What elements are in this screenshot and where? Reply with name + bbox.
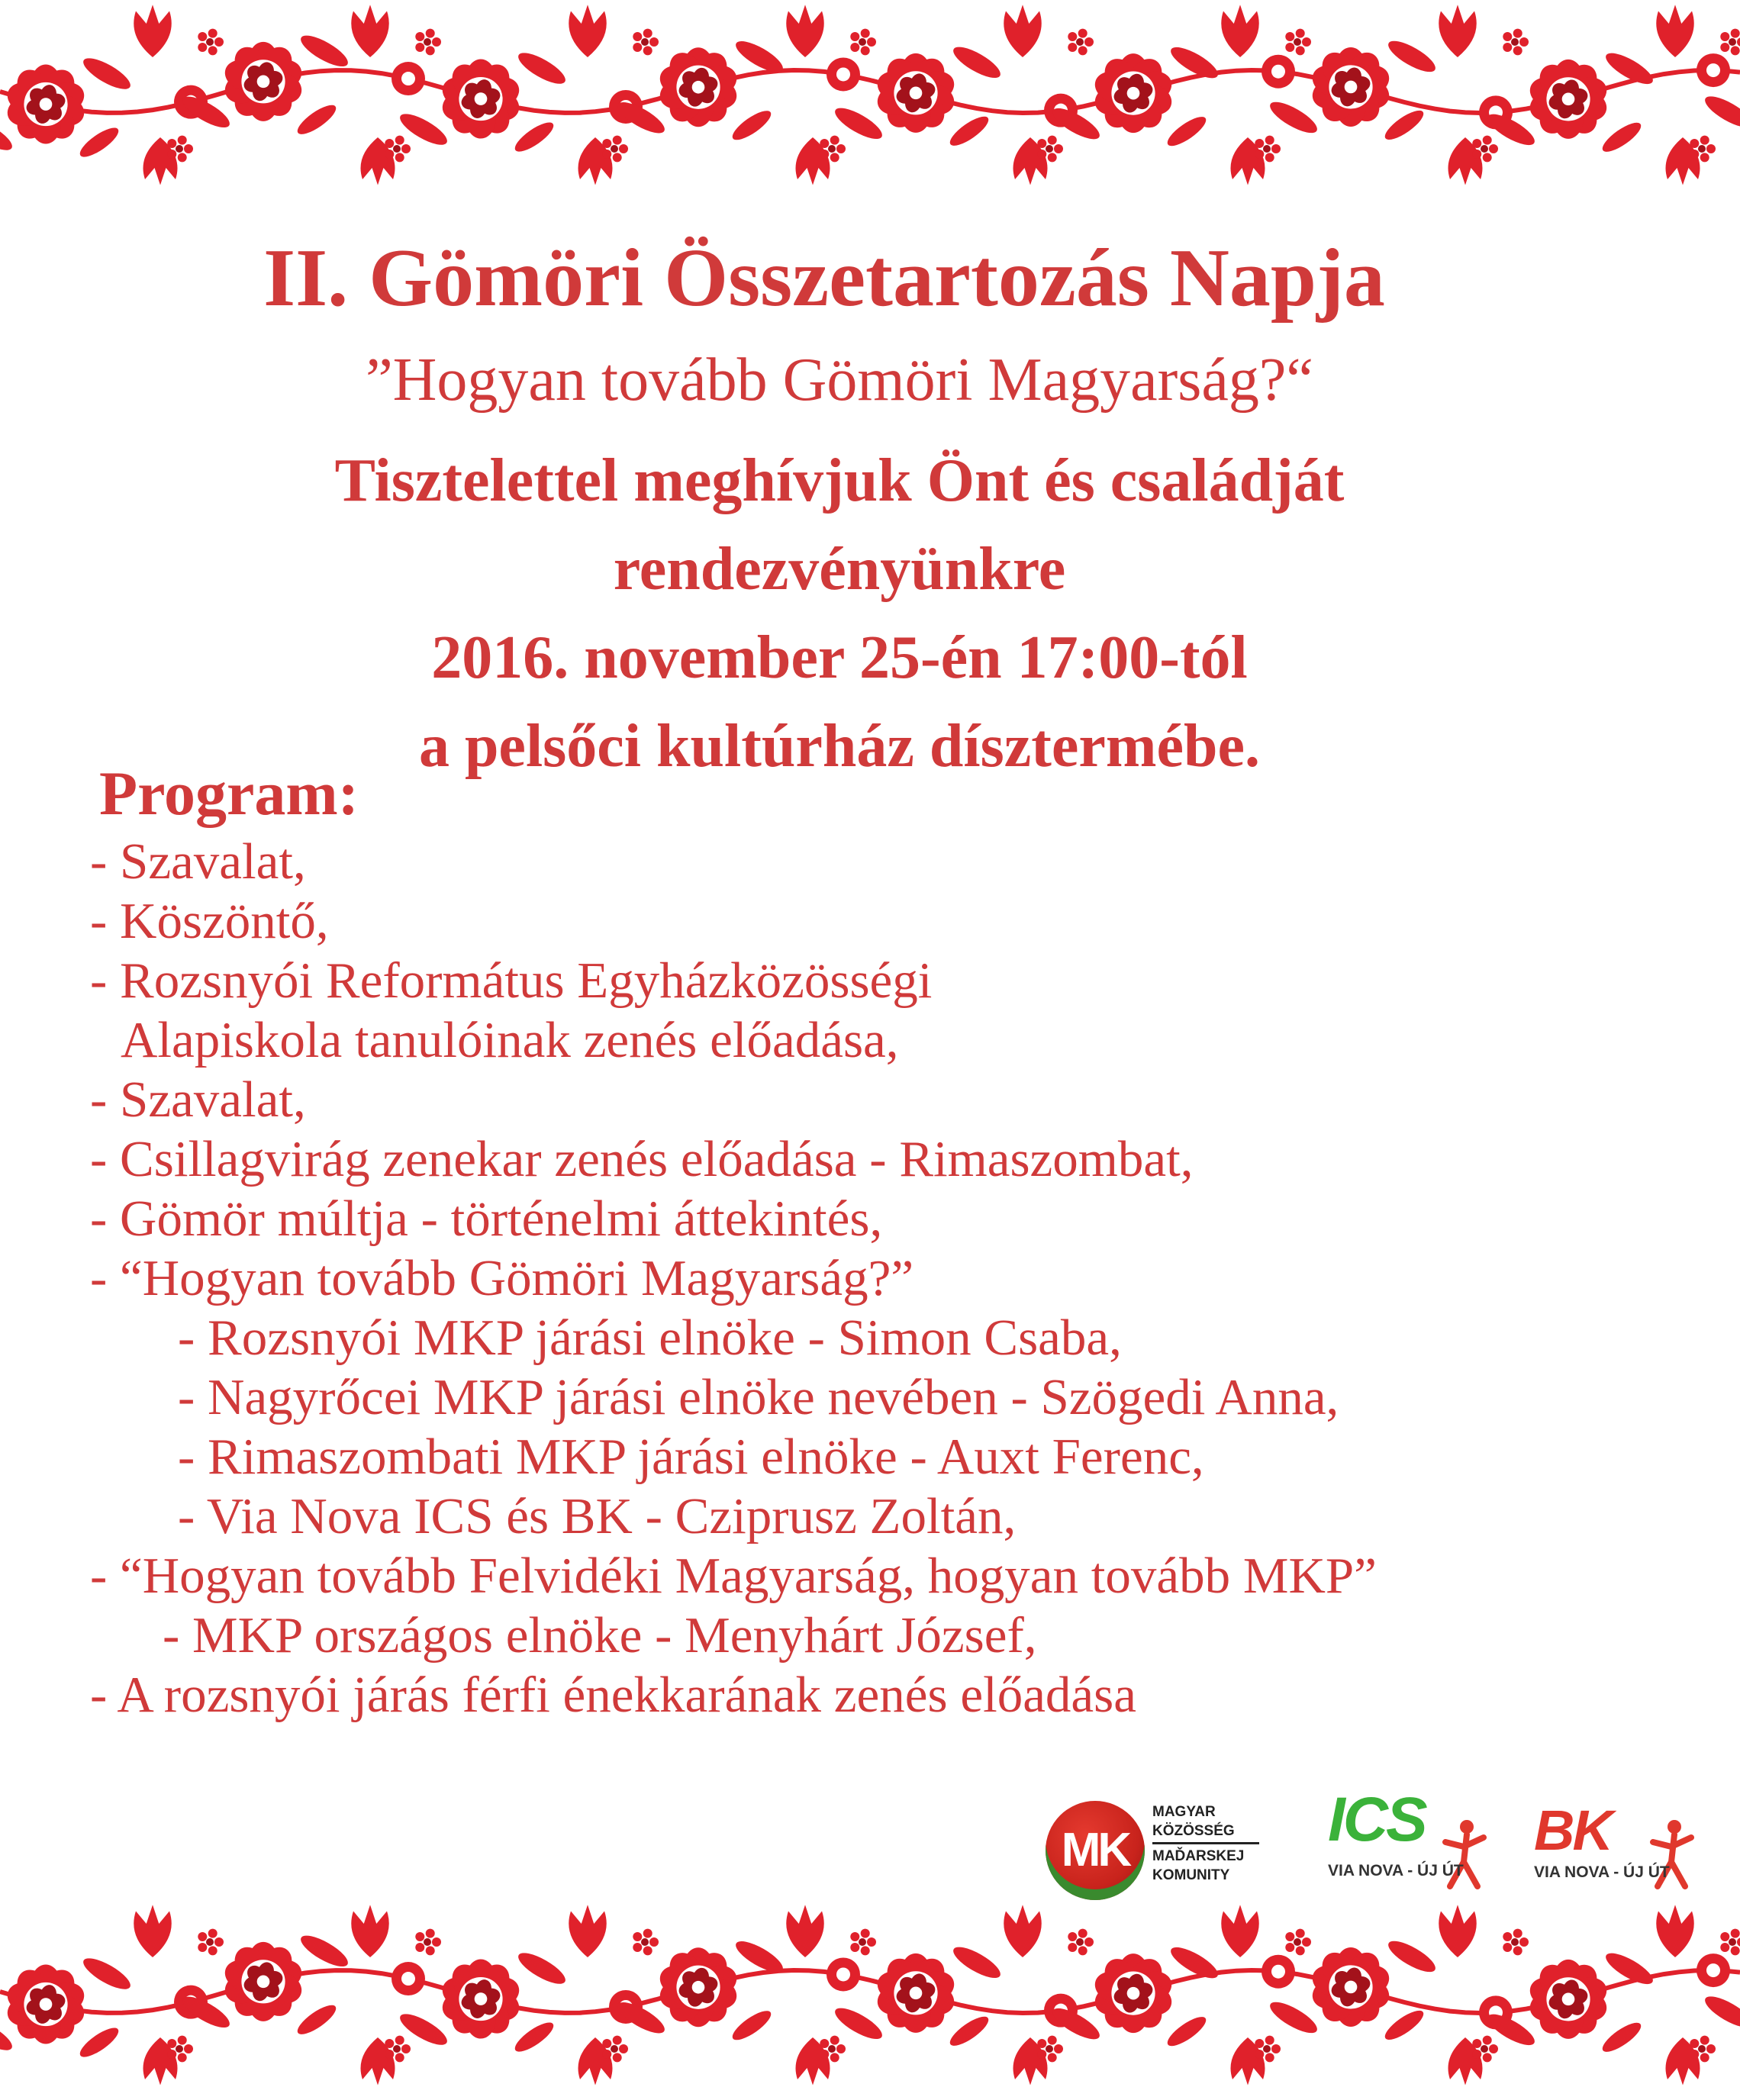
folk-tulip-ornament	[786, 5, 824, 57]
folk-leaf-ornament	[949, 41, 1004, 83]
folk-dot-spray	[1690, 136, 1716, 163]
folk-tulip-ornament	[1004, 1905, 1042, 1957]
folk-tulip-ornament	[351, 1905, 389, 1957]
folk-dot-spray	[1285, 29, 1311, 56]
folk-dot-spray	[415, 1929, 441, 1956]
folk-ornament-border-top	[0, 0, 1740, 191]
folk-rose-ornament	[3, 63, 88, 145]
folk-dot-spray	[602, 2036, 628, 2063]
folk-tulip-ornament	[1656, 1905, 1694, 1957]
folk-dot-spray	[1472, 2036, 1498, 2063]
folk-tulip-ornament	[1004, 5, 1042, 57]
folk-dot-spray	[1255, 2036, 1281, 2063]
mk-logo-line: KÖZÖSSÉG	[1152, 1823, 1235, 1839]
mk-logo-emblem: MK	[1046, 1801, 1145, 1900]
folk-tulip-ornament	[786, 1905, 824, 1957]
folk-rose-ornament	[1526, 58, 1610, 140]
folk-leaf-ornament	[76, 123, 123, 162]
folk-dot-spray	[850, 29, 876, 56]
folk-dot-spray	[385, 2036, 411, 2063]
folk-tulip-ornament	[1439, 1905, 1477, 1957]
folk-leaf-ornament	[76, 2023, 123, 2062]
running-figure-icon	[1441, 1816, 1487, 1892]
folk-leaf-ornament	[514, 1947, 569, 1989]
ics-logo-tagline: VIA NOVA - ÚJ ÚT	[1328, 1862, 1464, 1879]
folk-dot-spray	[1472, 136, 1498, 163]
folk-dot-spray	[1068, 1929, 1094, 1956]
folk-rose-ornament	[221, 40, 305, 122]
folk-leaf-ornament	[831, 2002, 886, 2044]
folk-leaf-ornament	[1599, 2018, 1645, 2057]
folk-rose-ornament	[656, 1947, 740, 2028]
folk-leaf-ornament	[79, 1953, 134, 1995]
folk-dot-spray	[850, 1929, 876, 1956]
folk-leaf-ornament	[294, 2000, 340, 2039]
folk-tulip-ornament	[569, 1905, 607, 1957]
folk-leaf-ornament	[1266, 1996, 1321, 2038]
folk-dot-spray	[1285, 1929, 1311, 1956]
event-title: II. Gömöri Összetartozás Napja	[263, 233, 1385, 324]
mk-logo-line: KOMUNITY	[1152, 1867, 1230, 1883]
folk-rose-ornament	[438, 58, 523, 140]
folk-dot-spray	[1037, 2036, 1063, 2063]
folk-rose-ornament	[1091, 1952, 1175, 2034]
ics-logo-word: ICS	[1328, 1785, 1426, 1854]
program-subitem: - Via Nova ICS és BK - Cziprusz Zoltán,	[178, 1488, 1017, 1544]
folk-leaf-ornament	[1701, 1991, 1740, 2033]
folk-leaf-ornament	[514, 47, 569, 89]
folk-tulip-ornament	[134, 1905, 172, 1957]
bk-logo	[1534, 1793, 1694, 1900]
bk-logo-tagline: VIA NOVA - ÚJ ÚT	[1534, 1863, 1670, 1881]
ics-logo	[1328, 1786, 1488, 1900]
folk-dot-spray	[385, 136, 411, 163]
folk-dot-spray	[1037, 136, 1063, 163]
mk-logo-line: MAGYAR	[1152, 1804, 1216, 1820]
program-heading: Program:	[99, 759, 359, 828]
folk-rose-ornament	[438, 1958, 523, 2040]
folk-leaf-ornament	[294, 100, 340, 139]
event-subtitle: ”Hogyan tovább Gömöri Magyarság?“	[366, 346, 1313, 414]
folk-rose-ornament	[873, 52, 958, 134]
folk-leaf-ornament	[1599, 118, 1645, 156]
folk-dot-spray	[198, 29, 224, 56]
folk-dot-spray	[167, 2036, 193, 2063]
folk-tulip-ornament	[569, 5, 607, 57]
folk-leaf-ornament	[946, 2011, 993, 2050]
mk-logo-line: MAĎARSKEJ	[1152, 1848, 1245, 1864]
folk-leaf-ornament	[729, 2006, 775, 2045]
mk-party-logo	[1046, 1793, 1274, 1900]
folk-leaf-ornament	[297, 1930, 352, 1972]
folk-rose-ornament	[1308, 46, 1393, 127]
folk-tulip-ornament	[1221, 1905, 1259, 1957]
program-subitem: - MKP országos elnöke - Menyhárt József,	[163, 1607, 1037, 1664]
folk-rose-ornament	[3, 1963, 88, 2045]
program-item: - Köszöntő,	[90, 893, 329, 949]
folk-dot-spray	[167, 136, 193, 163]
folk-leaf-ornament	[511, 118, 558, 156]
folk-leaf-ornament	[396, 108, 451, 150]
folk-ornament-top-svg	[0, 0, 1740, 191]
folk-leaf-ornament	[1164, 2012, 1210, 2051]
folk-leaf-ornament	[1266, 96, 1321, 138]
folk-dot-spray	[1503, 1929, 1529, 1956]
folk-dot-spray	[198, 1929, 224, 1956]
folk-leaf-ornament	[79, 53, 134, 95]
program-item: - Gömör múltja - történelmi áttekintés,	[90, 1190, 883, 1247]
folk-leaf-ornament	[1381, 2006, 1428, 2045]
program-item: - A rozsnyói járás férfi énekkarának zenés előadása	[90, 1667, 1136, 1723]
invitation-line: Tisztelettel meghívjuk Önt és családját	[334, 447, 1345, 514]
folk-ornament-border-bottom	[0, 1900, 1740, 2091]
folk-dot-spray	[820, 2036, 846, 2063]
program-item: - Szavalat,	[90, 1071, 306, 1128]
folk-dot-spray	[1503, 29, 1529, 56]
folk-leaf-ornament	[946, 111, 993, 150]
folk-leaf-ornament	[1381, 106, 1428, 145]
mk-logo-wordmark	[1152, 1802, 1274, 1885]
program-item: - “Hogyan tovább Felvidéki Magyarság, hogyan tovább MKP”	[90, 1548, 1377, 1604]
event-venue: a pelsőci kultúrház dísztermébe.	[418, 713, 1261, 780]
program-item: - Rozsnyói Református Egyházközösségi	[90, 952, 933, 1009]
folk-dot-spray	[415, 29, 441, 56]
program-item: - Csillagvirág zenekar zenés előadása - Rimaszombat,	[90, 1131, 1194, 1187]
folk-leaf-ornament	[1384, 1935, 1439, 1977]
folk-dot-spray	[1720, 29, 1740, 56]
folk-dot-spray	[820, 136, 846, 163]
event-date-time: 2016. november 25-én 17:00-tól	[431, 624, 1248, 691]
folk-dot-spray	[1068, 29, 1094, 56]
invitation-line: rendezvényünkre	[613, 536, 1066, 603]
program-subitem: - Rimaszombati MKP járási elnöke - Auxt Ferenc,	[178, 1428, 1204, 1485]
folk-leaf-ornament	[396, 2008, 451, 2050]
program-subitem: - Rozsnyói MKP járási elnöke - Simon Csaba,	[178, 1309, 1122, 1366]
sponsor-logos	[1046, 1786, 1694, 1908]
folk-rose-ornament	[221, 1941, 305, 2022]
folk-leaf-ornament	[729, 106, 775, 145]
invitation-text	[0, 436, 1679, 791]
folk-ornament-bottom-svg	[0, 1900, 1740, 2091]
folk-leaf-ornament	[831, 102, 886, 144]
bk-logo-word: BK	[1534, 1799, 1611, 1862]
folk-tulip-ornament	[134, 5, 172, 57]
folk-dot-spray	[633, 1929, 659, 1956]
folk-leaf-ornament	[949, 1941, 1004, 1983]
program-item-continuation: Alapiskola tanulóinak zenés előadása,	[121, 1012, 899, 1068]
folk-dot-spray	[1690, 2036, 1716, 2063]
folk-rose-ornament	[873, 1952, 958, 2034]
program-list	[90, 832, 1693, 1725]
folk-rose-ornament	[1091, 52, 1175, 134]
folk-leaf-ornament	[1164, 112, 1210, 151]
folk-tulip-ornament	[1221, 5, 1259, 57]
folk-tulip-ornament	[351, 5, 389, 57]
folk-rose-ornament	[1308, 1946, 1393, 2028]
program-subitem: - Nagyrőcei MKP járási elnöke nevében - Szögedi Anna,	[178, 1369, 1339, 1425]
folk-leaf-ornament	[297, 30, 352, 72]
program-item: - Szavalat,	[90, 833, 306, 890]
folk-leaf-ornament	[1701, 91, 1740, 133]
folk-tulip-ornament	[1656, 5, 1694, 57]
folk-dot-spray	[1720, 1929, 1740, 1956]
program-item: - “Hogyan tovább Gömöri Magyarság?”	[90, 1250, 914, 1306]
folk-dot-spray	[602, 136, 628, 163]
mk-logo-divider	[1152, 1842, 1259, 1844]
folk-leaf-ornament	[1384, 35, 1439, 77]
folk-leaf-ornament	[511, 2018, 558, 2057]
folk-rose-ornament	[1526, 1958, 1610, 2040]
folk-tulip-ornament	[1439, 5, 1477, 57]
folk-rose-ornament	[656, 47, 740, 128]
folk-dot-spray	[633, 29, 659, 56]
folk-dot-spray	[1255, 136, 1281, 163]
